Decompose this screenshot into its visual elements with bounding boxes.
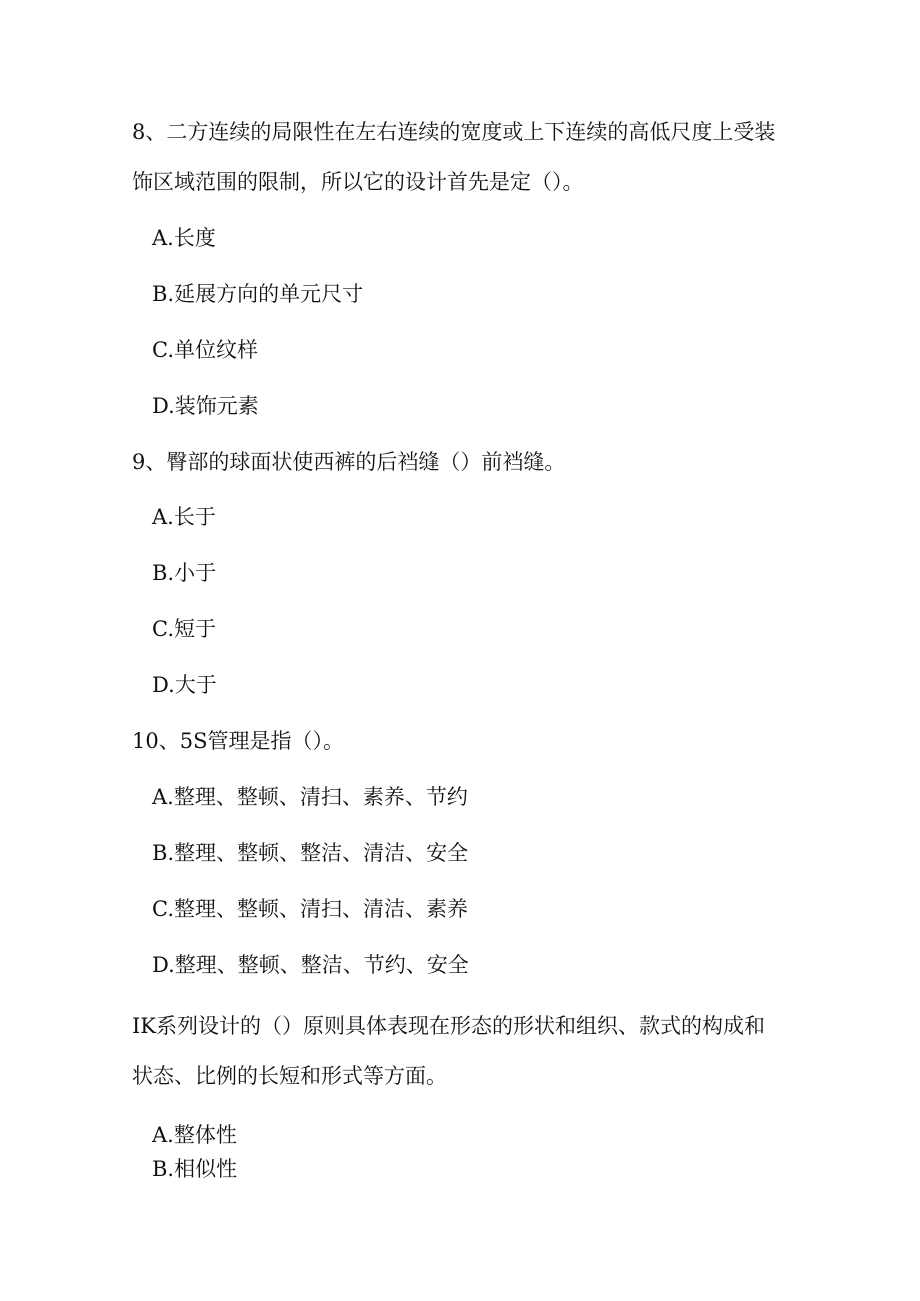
question-8-option-c: C.单位纹样 (152, 338, 258, 362)
question-9-option-a: A.长于 (152, 505, 216, 529)
question-9-option-b: B.小于 (152, 561, 217, 585)
question-9-option-d: D.大于 (152, 673, 217, 697)
question-9-stem-line-1: 9、臀部的球面状使西裤的后裆缝（）前裆缝。 (132, 450, 566, 474)
question-ik-stem-line-2: 状态、比例的长短和形式等方面。 (132, 1064, 447, 1088)
question-10-option-d: D.整理、整顿、整洁、节约、安全 (152, 953, 469, 977)
question-8-stem-line-2: 饰区域范围的限制，所以它的设计首先是定（）。 (132, 170, 584, 194)
question-ik-option-b: B.相似性 (152, 1157, 238, 1181)
question-10-option-c: C.整理、整顿、清扫、清洁、素养 (152, 897, 468, 921)
question-10-option-a: A.整理、整顿、清扫、素养、节约 (152, 785, 468, 809)
question-8-option-a: A.长度 (152, 226, 216, 250)
question-ik-stem-line-1: IK系列设计的（）原则具体表现在形态的形状和组织、款式的构成和 (132, 1014, 765, 1038)
question-8-option-b: B.延展方向的单元尺寸 (152, 282, 364, 306)
question-10-stem-line-1: 10、5S管理是指（）。 (132, 729, 344, 753)
question-8-option-d: D.装饰元素 (152, 394, 259, 418)
question-10-option-b: B.整理、整顿、整洁、清洁、安全 (152, 841, 469, 865)
question-8-stem-line-1: 8、二方连续的局限性在左右连续的宽度或上下连续的高低尺度上受装 (132, 120, 776, 144)
question-9-option-c: C.短于 (152, 617, 216, 641)
question-ik-option-a: A.整体性 (152, 1123, 237, 1147)
